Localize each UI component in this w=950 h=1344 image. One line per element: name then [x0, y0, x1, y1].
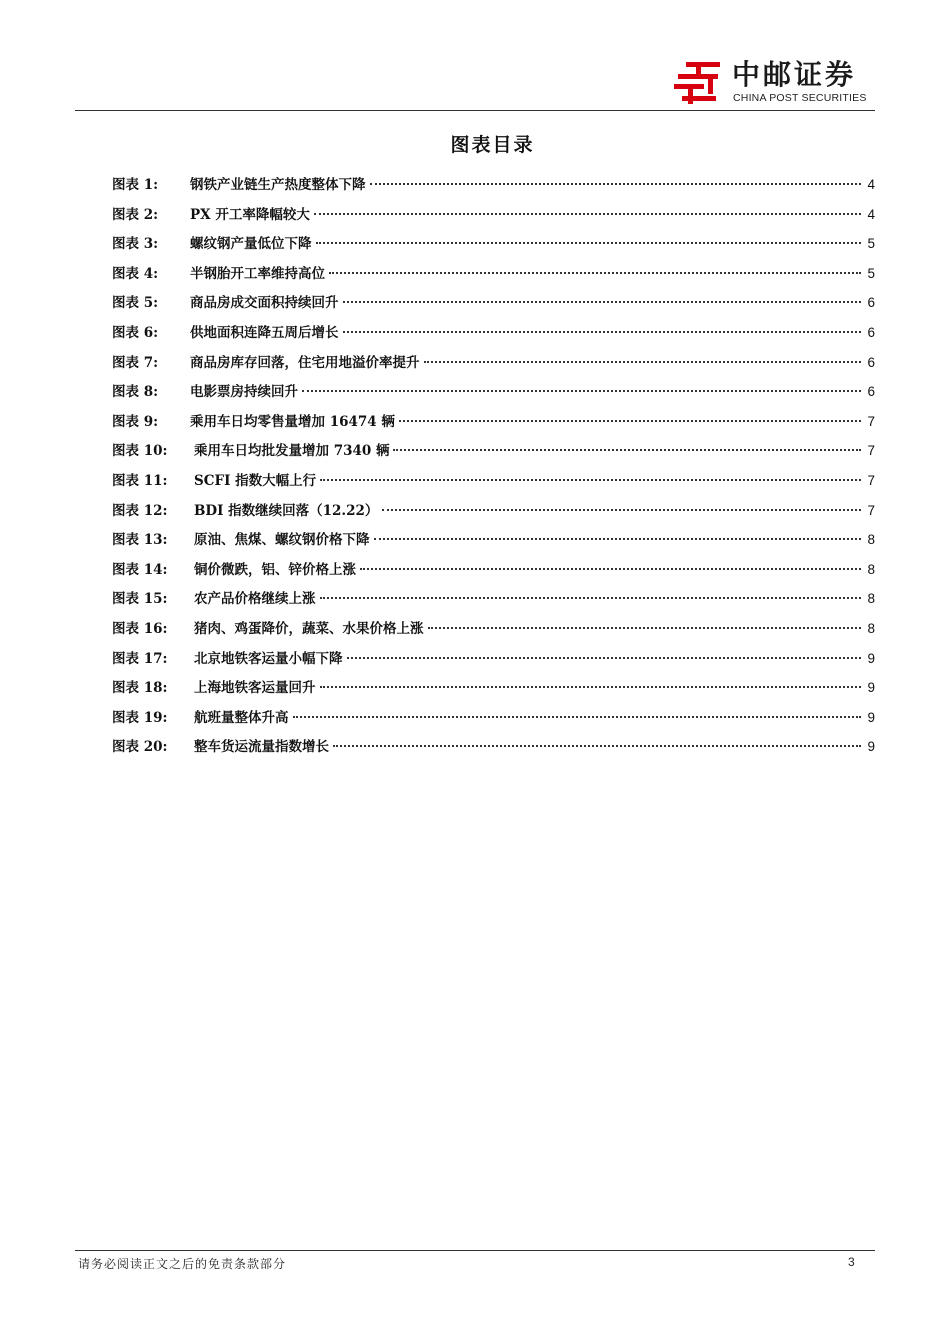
toc-entry-page: 7: [867, 443, 875, 459]
toc-entry[interactable]: [112, 200, 875, 230]
toc-entry-label: 图表 4:: [112, 265, 159, 282]
toc-entry-title: SCFI 指数大幅上行: [194, 472, 317, 489]
toc-entry-label: 图表 17:: [112, 650, 168, 667]
toc-entry[interactable]: [112, 170, 875, 200]
toc-entry[interactable]: [112, 318, 875, 348]
toc-entry[interactable]: [112, 259, 875, 289]
toc-entry-title: 商品房成交面积持续回升: [190, 295, 339, 312]
toc-entry-title: 电影票房持续回升: [190, 384, 298, 401]
toc-dot-leader: [428, 627, 862, 629]
toc-entry-page: 8: [867, 532, 875, 548]
toc-dot-leader: [343, 301, 862, 303]
toc-entry-label: 图表 2:: [112, 206, 159, 223]
toc-entry-title: 乘用车日均零售量增加 16474 辆: [190, 413, 395, 430]
toc-dot-leader: [393, 449, 861, 451]
toc-entry-page: 8: [867, 620, 875, 636]
toc-entry-page: 6: [867, 324, 875, 340]
toc-entry-page: 8: [867, 561, 875, 577]
toc-entry[interactable]: [112, 229, 875, 259]
toc-entry[interactable]: [112, 436, 875, 466]
toc-entry-page: 7: [867, 502, 875, 518]
toc-entry-title: 乘用车日均批发量增加 7340 辆: [194, 443, 390, 460]
toc-entry-page: 9: [867, 680, 875, 696]
china-post-emblem-icon: [672, 58, 724, 108]
toc-entry-label: 图表 3:: [112, 236, 159, 253]
toc-entry[interactable]: [112, 348, 875, 378]
footer-divider: [75, 1250, 875, 1251]
toc-entry-label: 图表 19:: [112, 709, 168, 726]
toc-entry[interactable]: [112, 644, 875, 674]
header-divider: [75, 110, 875, 111]
toc-dot-leader: [302, 390, 861, 392]
toc-entry-label: 图表 1:: [112, 177, 159, 193]
toc-entry-page: 5: [867, 236, 875, 252]
table-of-figures: [112, 170, 875, 762]
toc-entry[interactable]: [112, 555, 875, 585]
toc-dot-leader: [316, 242, 862, 244]
toc-entry-title: 猪肉、鸡蛋降价，蔬菜、水果价格上涨: [194, 620, 424, 637]
toc-entry-page: 6: [867, 384, 875, 400]
toc-dot-leader: [360, 568, 861, 570]
toc-entry-label: 图表 13:: [112, 532, 168, 549]
toc-entry-label: 图表 7:: [112, 354, 159, 371]
toc-dot-leader: [329, 272, 861, 274]
toc-dot-leader: [320, 479, 861, 481]
toc-dot-leader: [320, 686, 862, 688]
toc-entry[interactable]: [112, 732, 875, 762]
toc-entry-page: 4: [867, 206, 875, 222]
toc-entry-title: 半钢胎开工率维持高位: [190, 265, 325, 282]
toc-dot-leader: [320, 597, 862, 599]
toc-entry-page: 8: [867, 591, 875, 607]
toc-entry[interactable]: [112, 584, 875, 614]
toc-entry-title: BDI 指数继续回落（12.22）: [194, 502, 379, 519]
footer-page-number: 3: [848, 1255, 855, 1269]
toc-entry[interactable]: [112, 407, 875, 437]
toc-entry[interactable]: [112, 614, 875, 644]
toc-dot-leader: [424, 361, 862, 363]
toc-dot-leader: [293, 716, 862, 718]
toc-entry-title: 航班量整体升高: [194, 709, 289, 726]
toc-entry-title: 螺纹钢产量低位下降: [190, 236, 312, 253]
footer-disclaimer: 请务必阅读正文之后的免责条款部分: [78, 1257, 287, 1271]
toc-entry[interactable]: [112, 466, 875, 496]
toc-entry-title: 北京地铁客运量小幅下降: [194, 650, 343, 667]
toc-entry-label: 图表 14:: [112, 561, 168, 578]
toc-dot-leader: [343, 331, 862, 333]
toc-entry-page: 7: [867, 413, 875, 429]
toc-entry-page: 6: [867, 295, 875, 311]
toc-entry[interactable]: [112, 496, 875, 526]
toc-entry-title: 铜价微跌，铝、锌价格上涨: [194, 561, 356, 578]
page-title: 图表目录: [450, 134, 535, 156]
toc-entry-title: 商品房库存回落，住宅用地溢价率提升: [190, 354, 420, 371]
toc-entry-page: 4: [867, 177, 875, 192]
toc-entry-page: 6: [867, 354, 875, 370]
toc-entry-label: 图表 10:: [112, 443, 168, 460]
brand-logo: [672, 58, 882, 108]
toc-entry[interactable]: [112, 703, 875, 733]
toc-entry-page: 9: [867, 709, 875, 725]
toc-entry-title: 供地面积连降五周后增长: [190, 324, 339, 341]
toc-entry-title: PX 开工率降幅较大: [190, 206, 310, 223]
toc-entry-label: 图表 15:: [112, 591, 168, 608]
toc-dot-leader: [374, 538, 862, 540]
brand-name-cn: 中邮证券: [732, 58, 857, 91]
toc-dot-leader: [399, 420, 861, 422]
toc-entry-title: 钢铁产业链生产热度整体下降: [190, 177, 366, 193]
toc-entry-label: 图表 5:: [112, 295, 159, 312]
toc-dot-leader: [333, 745, 861, 747]
toc-entry-page: 9: [867, 739, 875, 755]
brand-name-en: CHINA POST SECURITIES: [733, 92, 867, 104]
toc-entry[interactable]: [112, 673, 875, 703]
toc-entry-label: 图表 9:: [112, 413, 159, 430]
toc-entry-page: 7: [867, 472, 875, 488]
toc-entry[interactable]: [112, 525, 875, 555]
toc-entry-page: 9: [867, 650, 875, 666]
toc-entry-label: 图表 20:: [112, 739, 168, 756]
toc-entry-label: 图表 8:: [112, 384, 159, 401]
toc-dot-leader: [314, 213, 861, 215]
toc-entry-page: 5: [867, 265, 875, 281]
toc-entry-label: 图表 16:: [112, 620, 168, 637]
toc-entry-label: 图表 6:: [112, 324, 159, 341]
toc-dot-leader: [382, 509, 861, 511]
toc-dot-leader: [347, 657, 862, 659]
toc-entry-label: 图表 18:: [112, 680, 168, 697]
toc-entry-title: 原油、焦煤、螺纹钢价格下降: [194, 532, 370, 549]
toc-entry-label: 图表 11:: [112, 472, 168, 489]
toc-entry-label: 图表 12:: [112, 502, 168, 519]
toc-entry-title: 农产品价格继续上涨: [194, 591, 316, 608]
toc-entry-title: 上海地铁客运量回升: [194, 680, 316, 697]
toc-dot-leader: [370, 183, 862, 185]
toc-entry[interactable]: [112, 288, 875, 318]
toc-entry[interactable]: [112, 377, 875, 407]
toc-entry-title: 整车货运流量指数增长: [194, 739, 329, 756]
